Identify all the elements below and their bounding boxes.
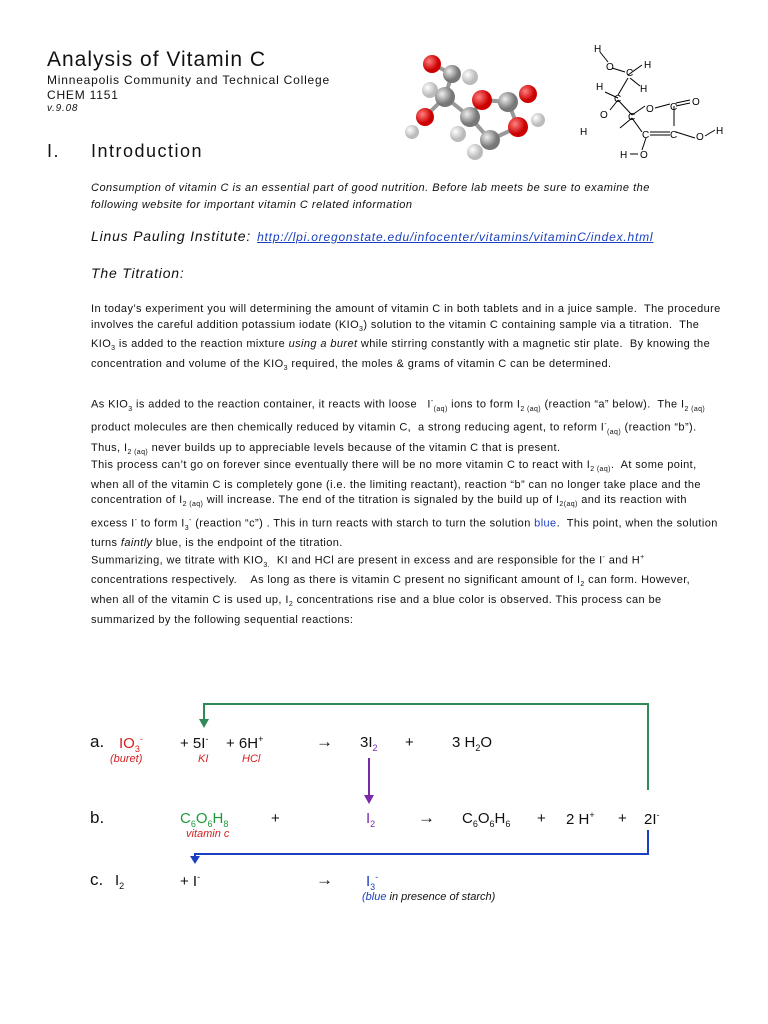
intro-text: Consumption of vitamin C is an essential part of good nutrition. Before lab meets be sure to examine the following website for important vitamin C related information xyxy=(91,182,650,211)
reaction-b-label: b. xyxy=(90,808,105,827)
svg-text:H: H xyxy=(594,44,602,55)
svg-text:C: C xyxy=(642,130,650,141)
svg-text:O: O xyxy=(600,110,608,121)
reaction-c-note: (blue in presence of starch) xyxy=(362,891,496,903)
svg-text:C: C xyxy=(670,102,678,113)
reaction-a-label: a. xyxy=(90,732,105,751)
reaction-b-product: $C_6O_6H_6$ xyxy=(462,810,511,829)
purple-arrowhead xyxy=(364,795,374,804)
svg-text:O: O xyxy=(692,97,700,108)
svg-text:H: H xyxy=(596,82,604,93)
page-title: Analysis of Vitamin C xyxy=(47,48,267,71)
svg-text:H: H xyxy=(580,127,588,138)
reaction-a-iodate: $IO_3^-$ xyxy=(119,734,143,754)
titration-heading: The Titration: xyxy=(91,265,185,281)
reaction-a-plus: + xyxy=(405,734,414,751)
paragraph-1: In today’s experiment you will determining the amount of vitamin C in both tablets and in a juice sample. The procedure involves the careful addition potassium iodate $(KIO_3)$ solution to the vitamin C containing sample via a titration. The $KIO_3$ is added to the reaction mixture using a buret while stirring constantly with a magnetic stir plate. By knowing the concentration and volume of the $KIO_3$ required, the moles & grams of vitamin C can be determined. xyxy=(91,303,721,373)
svg-text:H: H xyxy=(644,60,652,71)
svg-text:H: H xyxy=(620,150,628,161)
reaction-c-arrow: → xyxy=(316,870,333,889)
reaction-b-vitamin-c-label: vitamin c xyxy=(186,828,230,840)
green-arrowhead xyxy=(199,719,209,728)
svg-text:C: C xyxy=(614,94,622,105)
reaction-a-iodide: + 5I- xyxy=(180,734,209,752)
reaction-a-arrow: → xyxy=(316,732,333,751)
svg-text:H: H xyxy=(716,126,724,137)
blue-arrowhead xyxy=(190,856,200,864)
linus-link[interactable]: http://lpi.oregonstate.edu/infocenter/vitamins/vitaminC/index.html xyxy=(257,230,654,244)
reaction-b-arrow: → xyxy=(418,808,435,827)
svg-text:O: O xyxy=(646,104,654,115)
reaction-b-vitamin-c: $C_6O_6H_8$ xyxy=(180,810,229,829)
reaction-a-ki-label: KI xyxy=(198,753,209,765)
reaction-a-buret-label: (buret) xyxy=(110,753,143,765)
svg-text:C: C xyxy=(670,130,678,141)
reaction-b-iodine: $I_2$ xyxy=(366,810,376,829)
reaction-b-plus-3: + xyxy=(618,810,627,827)
college-name: Minneapolis Community and Technical College xyxy=(47,73,330,87)
reaction-b-hydrogen: 2 H+ xyxy=(566,810,595,828)
reaction-b-plus-2: + xyxy=(537,810,546,827)
reaction-a-iodine: $3I_2$ xyxy=(360,734,378,753)
svg-text:O: O xyxy=(696,132,704,143)
reaction-b-plus-1: + xyxy=(271,810,280,827)
reaction-c-note-rest: in presence of starch) xyxy=(386,891,496,903)
reaction-c-label: c. xyxy=(90,870,104,889)
paragraph-3: This process can’t go on forever since eventually there will be no more vitamin C to react with $I_{2 (aq)}$. At some point, when all of the vitamin C is completely gone (i.e. the limiting reactant), reaction “b” can no longer take place and the concentration of $I_{2 (aq)}$ will increase. The end of the titration is signaled by the build up of $I_{2(aq)}$ and its reaction with excess I- to form $I_3^-$ (reaction “c”) . This in turn reacts with starch to turn the solution blue. This point, when the solution turns faintly blue, is the endpoint of the titration. xyxy=(91,459,718,550)
reaction-c-triiodide: $I_3^-$ xyxy=(366,872,379,892)
svg-text:O: O xyxy=(640,150,648,161)
linus-label: Linus Pauling Institute: xyxy=(91,228,252,244)
reaction-c-iodine: $I_2$ xyxy=(115,872,125,891)
reaction-c-note-blue: blue xyxy=(365,891,387,903)
reaction-a-hcl-label: HCl xyxy=(242,753,261,765)
svg-text:C: C xyxy=(628,112,636,123)
section-number: I. xyxy=(47,141,61,161)
course-code: CHEM 1151 xyxy=(47,88,119,102)
version: v.9.08 xyxy=(47,103,79,114)
reaction-a-water: 3 $H_2O$ xyxy=(452,734,493,753)
reaction-b-iodide: 2I- xyxy=(644,810,660,828)
green-feedback-arrow xyxy=(204,704,648,790)
blue-feedback-arrow xyxy=(195,830,648,858)
svg-text:C: C xyxy=(626,68,634,79)
paragraph-4: Summarizing, we titrate with $KIO_{3.}$ KI and HCl are present in excess and are responsible for the I- and H+ concentrations respectively. As long as there is vitamin C present no significant amount of $I_2$ can form. However, when all of the vitamin C is used up, $I_2$ concentrations rise and a blue color is observed. This process can be summarized by the following sequential reactions: xyxy=(91,554,691,626)
section-title: Introduction xyxy=(91,141,204,161)
reaction-a-hydrogen: + 6H+ xyxy=(226,734,264,752)
svg-text:H: H xyxy=(640,84,648,95)
reaction-c-iodide: + I- xyxy=(180,872,201,890)
paragraph-2: As $KIO_3$ is added to the reaction container, it reacts with loose $I^-_{(aq)}$ ions to form $I_{2 (aq)}$ (reaction “a” below). The $I_{2 (aq)}$ product molecules are then chemically reduced by vitamin C, a strong reducing agent, to reform $I^-_{(aq)}$ (reaction “b”). Thus, $I_{2 (aq)}$ never builds up to appreciable levels because of the vitamin C that is present. xyxy=(91,398,706,456)
svg-text:O: O xyxy=(606,62,614,73)
